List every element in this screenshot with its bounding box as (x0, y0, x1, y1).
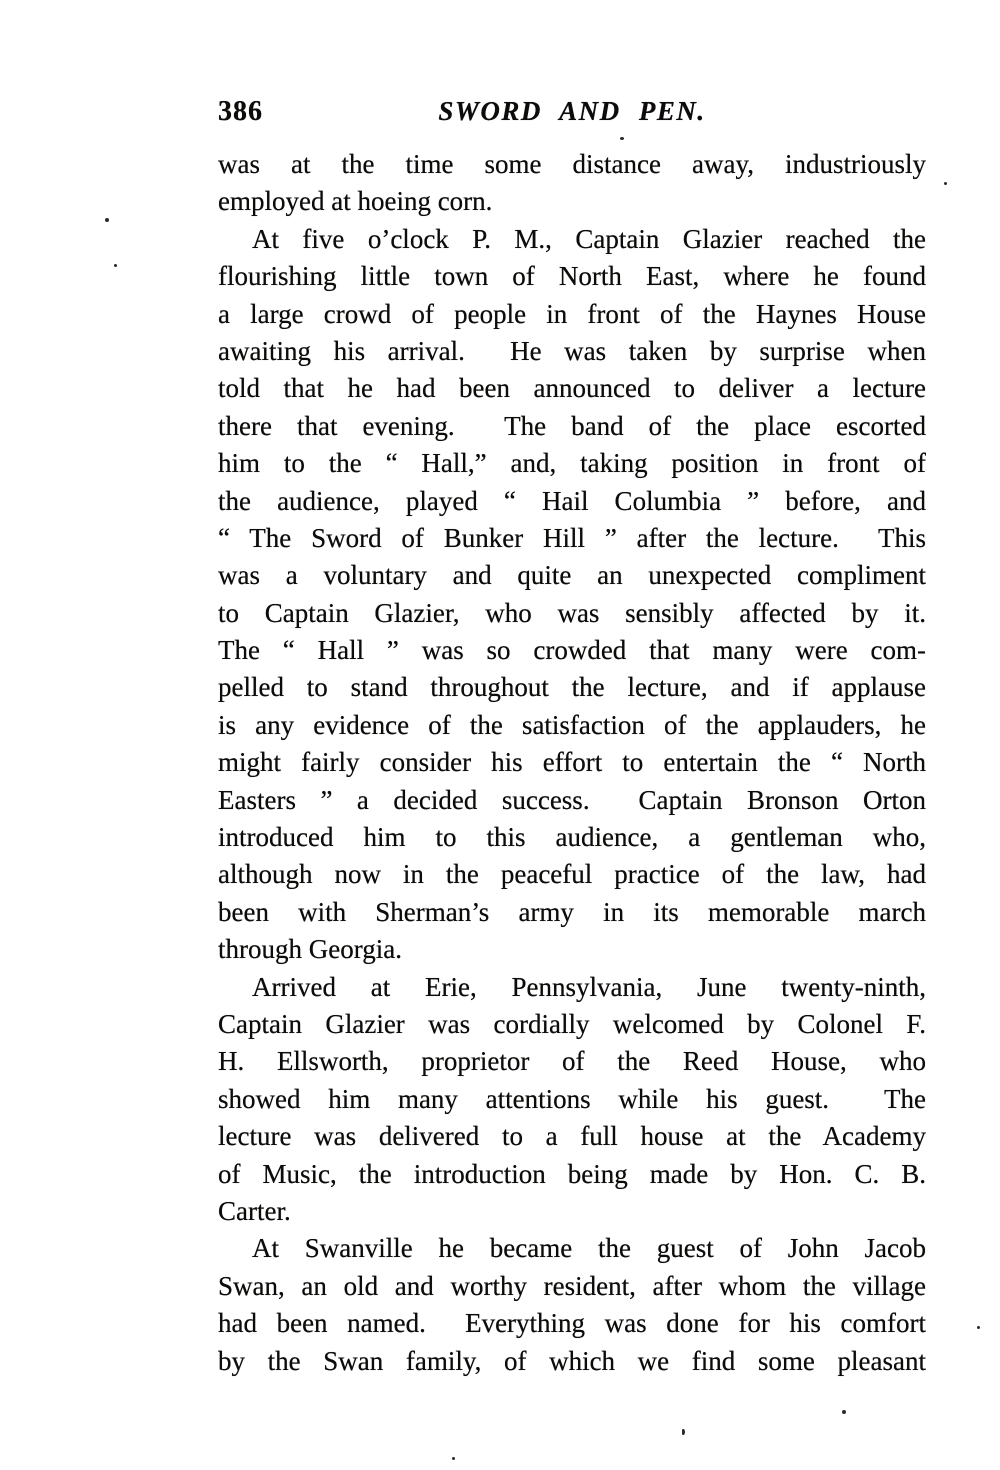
page-header (218, 96, 926, 132)
text-line: Easters ” a decided success. Captain Bronson Orton (218, 784, 926, 815)
scan-speck (977, 1326, 980, 1329)
text-line: The “ Hall ” was so crowded that many were com- (218, 635, 926, 666)
scan-speck (105, 218, 109, 222)
text-line: there that evening. The band of the place escorted (218, 410, 926, 441)
text-line: was at the time some distance away, industriously (218, 149, 926, 179)
text-line: to Captain Glazier, who was sensibly affected by it. (218, 597, 926, 628)
text-line: “ The Sword of Bunker Hill ” after the lecture. This (218, 522, 926, 553)
scan-speck (842, 1410, 846, 1414)
page-number: 386 (218, 96, 263, 127)
text-line: pelled to stand throughout the lecture, and if applause (218, 672, 926, 703)
text-line: lecture was delivered to a full house at the Academy (218, 1121, 926, 1152)
scan-speck (944, 182, 947, 185)
text-line: employed at hoeing corn. (218, 186, 493, 217)
scan-speck (682, 1429, 685, 1435)
body-text (218, 146, 926, 1380)
scan-speck (620, 137, 624, 140)
running-title: SWORD AND PEN. (438, 96, 706, 126)
text-line: a large crowd of people in front of the Haynes House (218, 298, 926, 329)
text-line: of Music, the introduction being made by Hon. C. B. (218, 1158, 926, 1189)
text-line: through Georgia. (218, 934, 402, 965)
text-line: him to the “ Hall,” and, taking position in front of (218, 448, 926, 479)
text-line: At five o’clock P. M., Captain Glazier reached the (252, 223, 926, 254)
text-line: At Swanville he became the guest of John Jacob (252, 1233, 926, 1264)
text-line: Arrived at Erie, Pennsylvania, June twenty-ninth, (252, 971, 926, 1002)
text-line: introduced him to this audience, a gentleman who, (218, 822, 926, 853)
text-line: Swan, an old and worthy resident, after whom the village (218, 1270, 926, 1301)
text-line: the audience, played “ Hail Columbia ” before, and (218, 485, 926, 516)
text-line: flourishing little town of North East, where he found (218, 261, 926, 292)
text-line: might fairly consider his effort to entertain the “ North (218, 747, 926, 778)
text-line: had been named. Everything was done for his comfort (218, 1308, 926, 1339)
scan-speck (452, 1457, 455, 1460)
text-line: Captain Glazier was cordially welcomed by Colonel F. (218, 1008, 926, 1039)
text-line: awaiting his arrival. He was taken by surprise when (218, 335, 926, 366)
text-line: by the Swan family, of which we find some pleasant (218, 1345, 926, 1376)
text-line: was a voluntary and quite an unexpected compliment (218, 560, 926, 591)
text-line: H. Ellsworth, proprietor of the Reed House, who (218, 1046, 926, 1077)
text-line: Carter. (218, 1195, 291, 1226)
text-line: showed him many attentions while his guest. The (218, 1083, 926, 1114)
text-line: although now in the peaceful practice of the law, had (218, 859, 926, 890)
text-line: been with Sherman’s army in its memorable march (218, 896, 926, 927)
scan-speck (114, 264, 117, 267)
text-line: is any evidence of the satisfaction of the applauders, he (218, 709, 926, 740)
text-line: told that he had been announced to deliver a lecture (218, 373, 926, 404)
